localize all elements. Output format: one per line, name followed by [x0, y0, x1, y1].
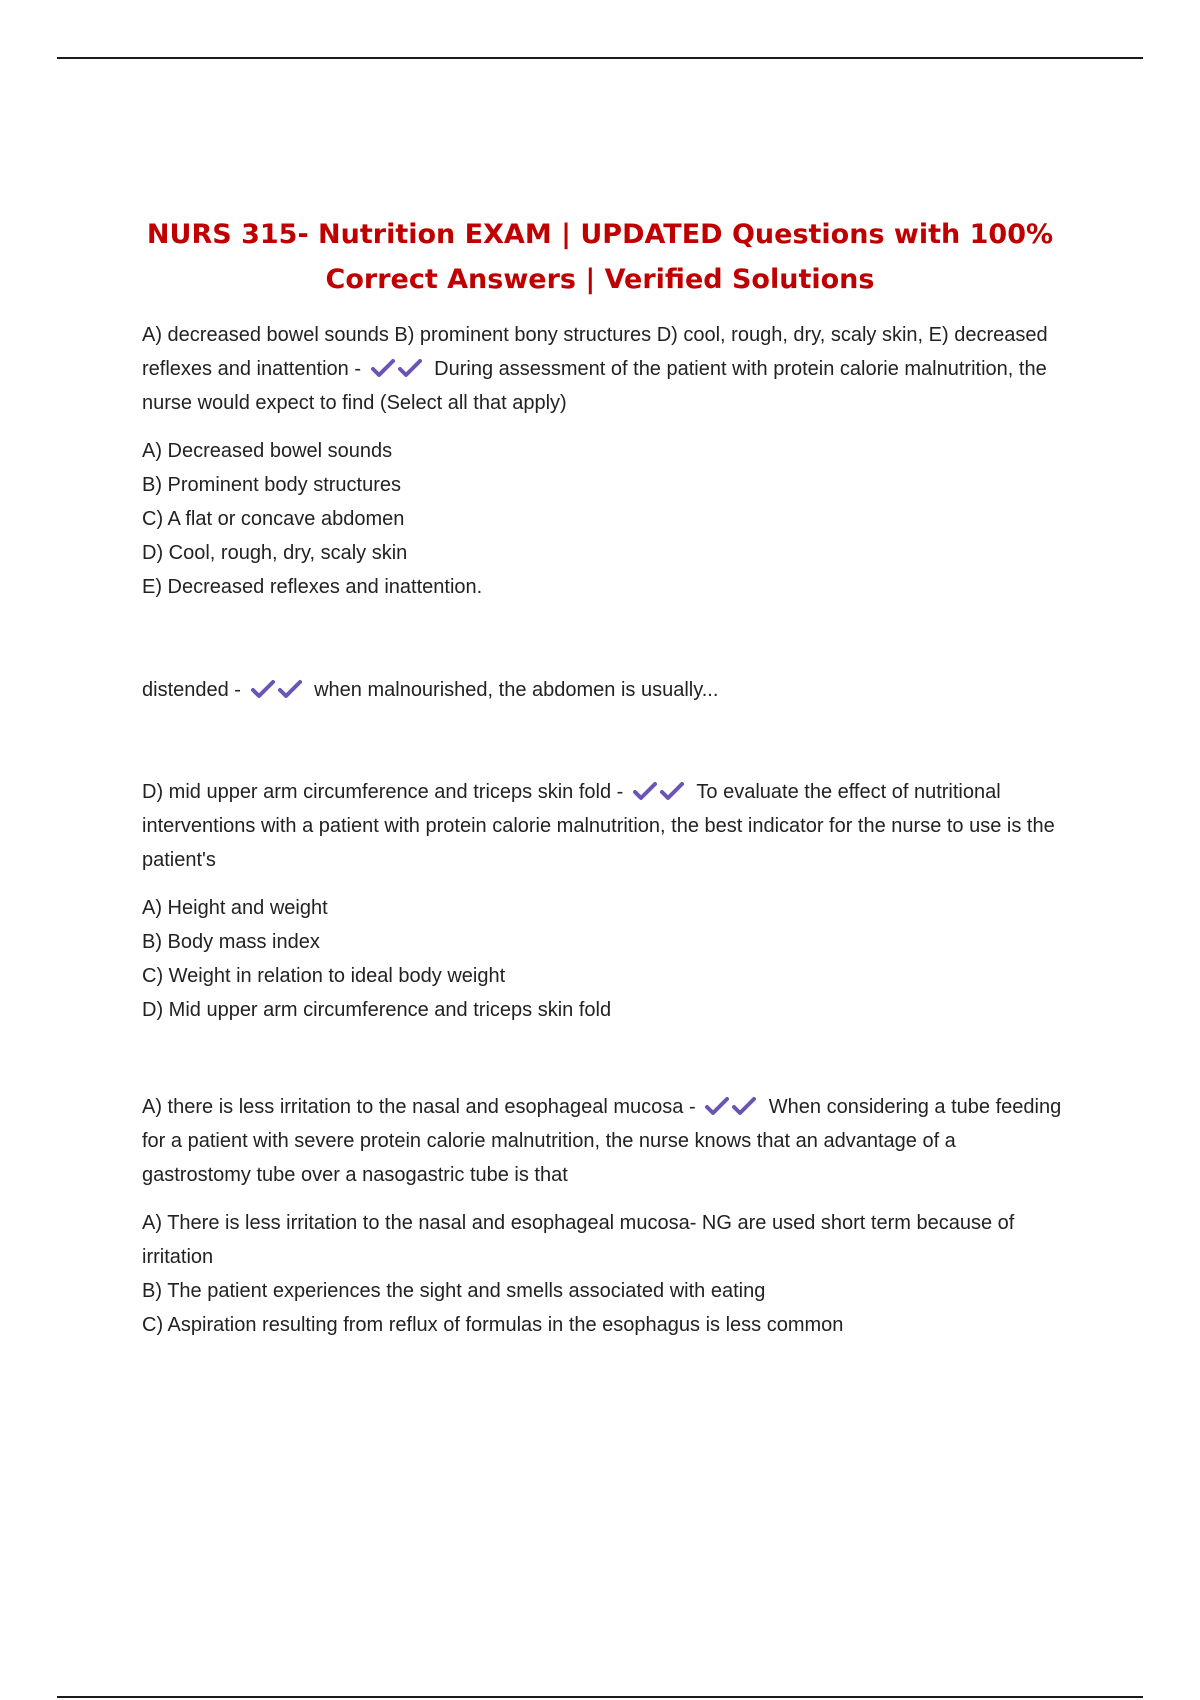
answer-question-line: [142, 775, 1062, 877]
check-icon: [705, 1096, 729, 1116]
document-body: [142, 318, 1062, 1342]
check-icon: [278, 679, 302, 699]
answer-question-line: [142, 1090, 1062, 1192]
answer-text: distended -: [142, 679, 241, 701]
check-icon: [251, 679, 275, 699]
answer-question-line: [142, 318, 1062, 420]
document-title: NURS 315- Nutrition EXAM | UPDATED Questions with 100% Correct Answers | Verified Solutions: [146, 219, 1054, 295]
option-item: B) Prominent body structures: [142, 474, 401, 496]
question-text: When considering a tube feeding for a patient with severe protein calorie malnutrition, the nurse knows that an advantage of a gastrostomy tube over a nasogastric tube is that: [142, 1096, 1062, 1186]
option-item: D) Mid upper arm circumference and triceps skin fold: [142, 999, 612, 1021]
check-icon: [371, 358, 395, 378]
check-icon: [732, 1096, 756, 1116]
answer-question-line: [142, 673, 1062, 707]
verified-checks: [371, 358, 431, 380]
qa-block: [142, 775, 1062, 1027]
option-item: A) There is less irritation to the nasal and esophageal mucosa- NG are used short term because of irritation: [142, 1212, 1015, 1268]
qa-block: [142, 673, 1062, 707]
option-item: C) Weight in relation to ideal body weight: [142, 965, 506, 987]
option-item: E) Decreased reflexes and inattention.: [142, 576, 483, 598]
answer-text: D) mid upper arm circumference and triceps skin fold -: [142, 781, 624, 803]
question-text: when malnourished, the abdomen is usually...: [314, 679, 719, 701]
options-list: [142, 891, 1062, 1027]
option-item: C) A flat or concave abdomen: [142, 508, 405, 530]
qa-block: [142, 1090, 1062, 1342]
check-icon: [398, 358, 422, 378]
option-item: C) Aspiration resulting from reflux of formulas in the esophagus is less common: [142, 1314, 844, 1336]
verified-checks: [633, 781, 693, 803]
options-list: [142, 434, 1062, 604]
question-text: To evaluate the effect of nutritional interventions with a patient with protein calorie malnutrition, the best indicator for the nurse to use is the patient's: [142, 781, 1055, 871]
option-item: A) Height and weight: [142, 897, 328, 919]
verified-checks: [251, 679, 311, 701]
option-item: B) The patient experiences the sight and smells associated with eating: [142, 1280, 766, 1302]
top-rule: [57, 57, 1143, 59]
answer-text: A) decreased bowel sounds B) prominent bony structures D) cool, rough, dry, scaly skin, E) decreased reflexes and inattention -: [142, 324, 1048, 380]
check-icon: [660, 781, 684, 801]
options-list: [142, 1206, 1062, 1342]
answer-text: A) there is less irritation to the nasal and esophageal mucosa -: [142, 1096, 696, 1118]
qa-block: [142, 318, 1062, 604]
bottom-rule: [57, 1696, 1143, 1698]
check-icon: [633, 781, 657, 801]
verified-checks: [705, 1096, 765, 1118]
question-text: During assessment of the patient with protein calorie malnutrition, the nurse would expect to find (Select all that apply): [142, 358, 1047, 414]
option-item: D) Cool, rough, dry, scaly skin: [142, 542, 408, 564]
option-item: A) Decreased bowel sounds: [142, 440, 393, 462]
option-item: B) Body mass index: [142, 931, 320, 953]
